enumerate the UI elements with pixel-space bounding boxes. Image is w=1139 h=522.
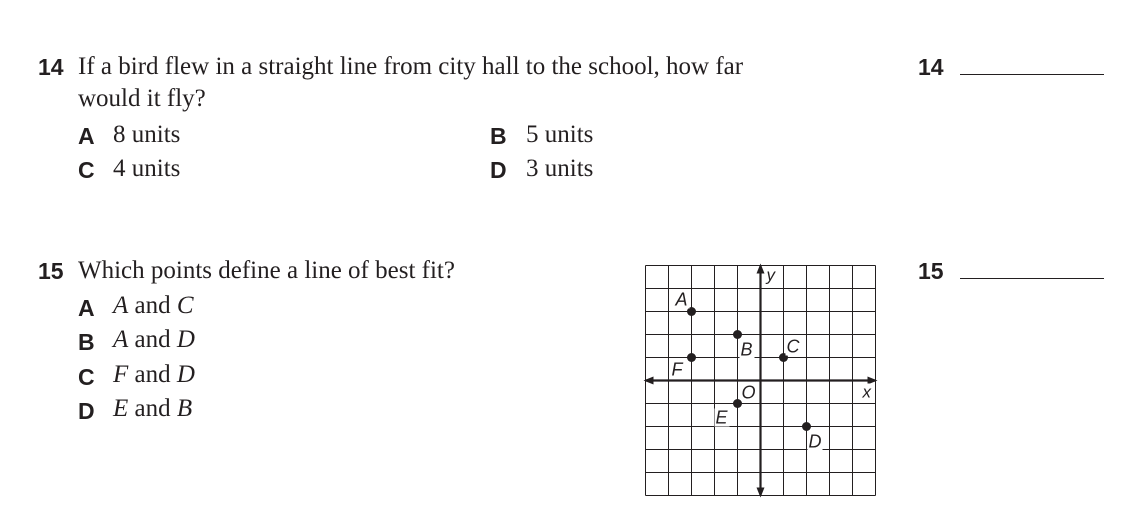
q15-option-d-point2: B	[176, 395, 193, 422]
question-14-number: 14	[38, 54, 64, 80]
point-f-dot	[687, 353, 696, 362]
q15-option-b-point2: D	[176, 326, 195, 353]
answer-15-number: 15	[918, 258, 944, 284]
q15-option-b-and: and	[134, 326, 171, 353]
q14-option-c-letter: C	[78, 157, 95, 183]
q15-option-a-and: and	[134, 292, 171, 319]
q14-option-c-text: 4 units	[113, 155, 181, 182]
q15-option-a-point2: C	[176, 292, 194, 319]
answer-14-number: 14	[918, 54, 944, 80]
origin-label: O	[741, 382, 756, 403]
y-axis-label: y	[766, 265, 775, 285]
question-14-prompt-line2: would it fly?	[78, 85, 206, 112]
q14-option-a-letter: A	[78, 123, 95, 149]
q14-option-d-letter: D	[490, 157, 507, 183]
q15-option-d-and: and	[134, 395, 171, 422]
q15-option-b-letter: B	[78, 329, 95, 355]
q14-option-a-text: 8 units	[113, 121, 181, 148]
question-14-prompt-line1: If a bird flew in a straight line from city hall to the school, how far	[78, 53, 744, 80]
q15-option-c-point1: F	[113, 361, 129, 388]
q15-option-a-letter: A	[78, 295, 95, 321]
point-b-dot	[733, 330, 742, 339]
q15-option-d-point1: E	[113, 395, 129, 422]
q15-option-c-point2: D	[176, 361, 195, 388]
point-c-label: C	[786, 336, 800, 357]
q14-option-d-text: 3 units	[526, 155, 594, 182]
q15-option-a-point1: A	[113, 292, 129, 319]
q15-option-d-letter: D	[78, 398, 95, 424]
q15-option-b-point1: A	[113, 326, 129, 353]
x-axis-label: x	[862, 382, 871, 402]
graph-points	[671, 290, 823, 452]
point-f-label: F	[671, 359, 683, 380]
point-a-label: A	[675, 289, 688, 310]
point-d-label: D	[808, 431, 822, 452]
q14-option-b-letter: B	[490, 123, 507, 149]
point-e-dot	[733, 399, 742, 408]
q14-option-b-text: 5 units	[526, 121, 594, 148]
question-15-number: 15	[38, 258, 64, 284]
question-15-prompt: Which points define a line of best fit?	[78, 257, 455, 284]
q15-option-c-and: and	[134, 361, 171, 388]
point-b-label: B	[740, 339, 753, 360]
point-e-label: E	[715, 407, 728, 428]
q15-option-c-letter: C	[78, 364, 95, 390]
point-d-dot	[802, 422, 811, 431]
